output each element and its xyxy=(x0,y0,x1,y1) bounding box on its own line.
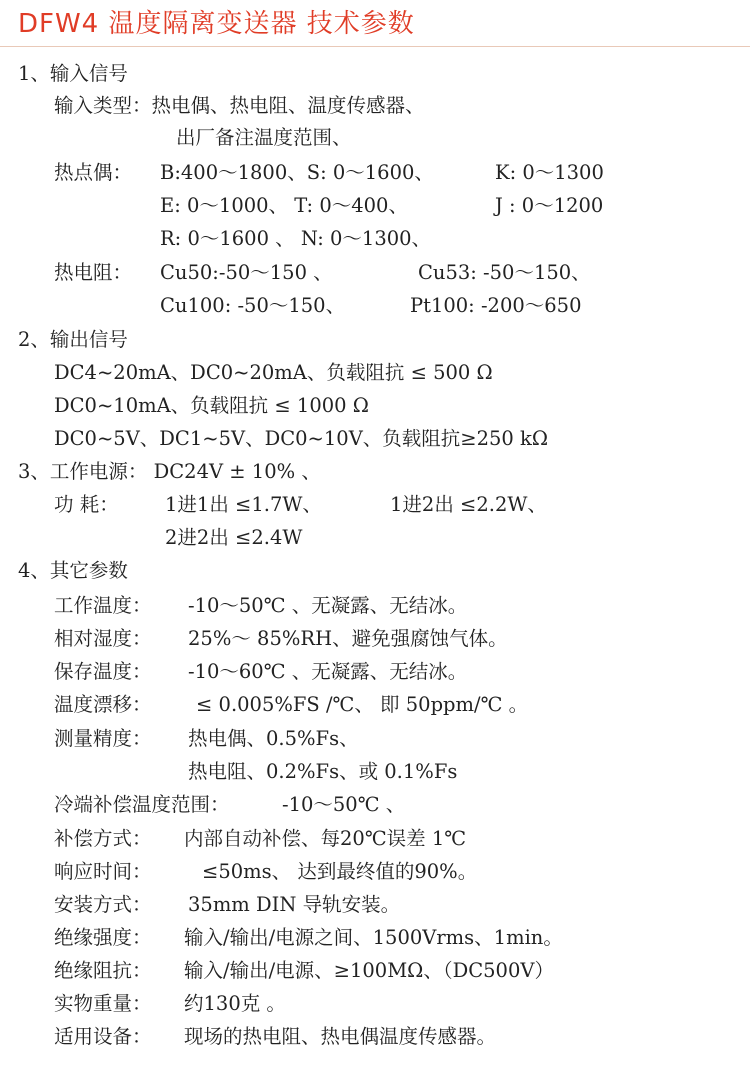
thermocouple-range-e-t: E: 0～1000、 T: 0～400、 xyxy=(160,194,408,217)
power-consumption-value: 1进1出 ≤1.7W、 xyxy=(165,493,322,516)
param-label: 绝缘阻抗： xyxy=(54,959,152,982)
input-type-line-2: 出厂备注温度范围、 xyxy=(176,126,352,149)
output-line: DC4~20mA、DC0~20mA、负载阻抗 ≤ 500 Ω xyxy=(54,361,493,384)
param-value: ≤50ms、 达到最终值的90%。 xyxy=(202,860,478,883)
param-value: 约130克 。 xyxy=(184,992,286,1015)
param-label: 补偿方式： xyxy=(54,827,152,850)
param-label: 温度漂移： xyxy=(54,693,152,716)
input-type-line: 输入类型：热电偶、热电阻、温度传感器、 xyxy=(54,94,425,117)
rtd-range-cu53: Cu53: -50～150、 xyxy=(418,261,591,284)
rtd-label: 热电阻： xyxy=(54,261,133,284)
param-value: 35mm DIN 导轨安装。 xyxy=(188,893,401,916)
page-title: DFW4 温度隔离变送器 技术参数 xyxy=(18,9,415,39)
power-consumption-label: 功 耗： xyxy=(54,493,119,516)
param-value: -10～50℃ 、 xyxy=(282,793,406,816)
param-value: ≤ 0.005%FS /℃、 即 50ppm/℃ 。 xyxy=(196,693,529,716)
param-value: 输入/输出/电源、≥100MΩ、（DC500V） xyxy=(184,959,554,982)
param-label: 响应时间： xyxy=(54,860,152,883)
param-label: 适用设备： xyxy=(54,1025,152,1048)
param-value: 内部自动补偿、每20℃误差 1℃ xyxy=(184,827,467,850)
thermocouple-label: 热点偶： xyxy=(54,161,133,184)
param-label: 工作温度： xyxy=(54,594,152,617)
param-label: 实物重量： xyxy=(54,992,152,1015)
section-heading-output: 2、输出信号 xyxy=(18,328,128,351)
param-value: -10～50℃ 、无凝露、无结冰。 xyxy=(188,594,468,617)
param-value: 现场的热电阻、热电偶温度传感器。 xyxy=(184,1025,497,1048)
param-label: 相对湿度： xyxy=(54,627,152,650)
title-divider xyxy=(0,46,750,47)
thermocouple-range-b-s: B:400～1800、S: 0～1600、 xyxy=(160,161,434,184)
thermocouple-range-j: J : 0～1200 xyxy=(495,194,604,217)
param-label: 测量精度： xyxy=(54,727,152,750)
power-consumption-value: 1进2出 ≤2.2W、 xyxy=(390,493,547,516)
rtd-range-cu100: Cu100: -50～150、 xyxy=(160,294,346,317)
output-line: DC0~5V、DC1~5V、DC0~10V、负载阻抗≥250 kΩ xyxy=(54,427,549,450)
param-value: -10～60℃ 、无凝露、无结冰。 xyxy=(188,660,468,683)
power-consumption-value: 2进2出 ≤2.4W xyxy=(165,526,303,549)
param-label: 冷端补偿温度范围： xyxy=(54,793,230,816)
rtd-range-pt100: Pt100: -200～650 xyxy=(410,294,582,317)
param-value: 热电阻、0.2%Fs、或 0.1%Fs xyxy=(188,760,458,783)
param-label: 保存温度： xyxy=(54,660,152,683)
param-value: 25%～ 85%RH、避免强腐蚀气体。 xyxy=(188,627,508,650)
param-label: 安装方式： xyxy=(54,893,152,916)
thermocouple-range-k: K: 0～1300 xyxy=(495,161,604,184)
param-value: 热电偶、0.5%Fs、 xyxy=(188,727,359,750)
section-heading-input: 1、输入信号 xyxy=(18,62,128,85)
param-label: 绝缘强度： xyxy=(54,926,152,949)
output-line: DC0~10mA、负载阻抗 ≤ 1000 Ω xyxy=(54,394,369,417)
section-heading-power: 3、工作电源： DC24V ± 10% 、 xyxy=(18,460,321,483)
param-value: 输入/输出/电源之间、1500Vrms、1min。 xyxy=(184,926,563,949)
thermocouple-range-r-n: R: 0～1600 、 N: 0～1300、 xyxy=(160,227,432,250)
rtd-range-cu50: Cu50:-50～150 、 xyxy=(160,261,333,284)
section-heading-other: 4、其它参数 xyxy=(18,559,128,582)
